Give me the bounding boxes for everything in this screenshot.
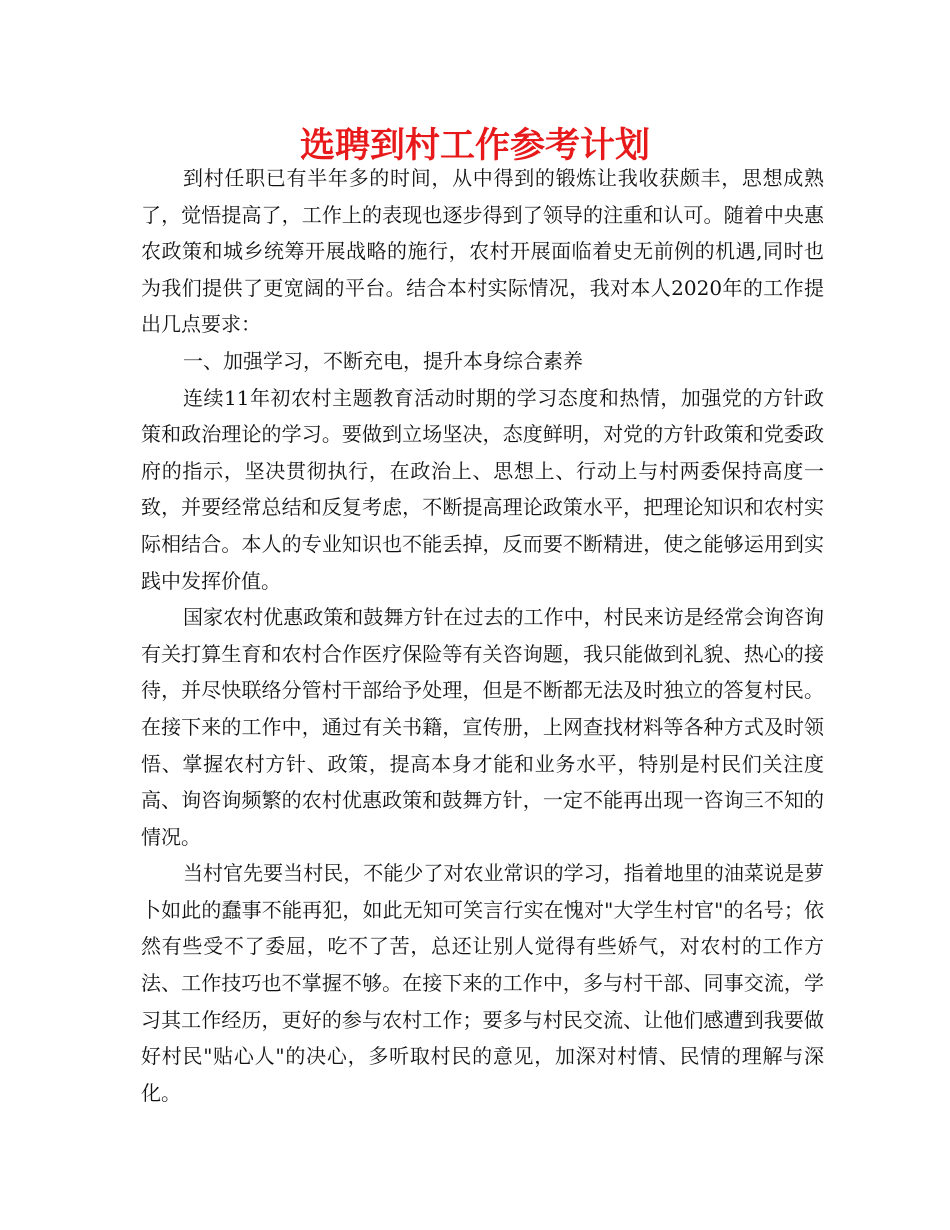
document-body bbox=[141, 160, 824, 1111]
section-heading-1: 一、加强学习，不断充电，提升本身综合素养 bbox=[183, 348, 583, 373]
paragraph-villager: 当村官先要当村民，不能少了对农业常识的学习，指着地里的油菜说是萝卜如此的蠢事不能再犯，如此无知可笑言行实在愧对"大学生村官"的名号；依然有些受不了委屈，吃不了苦，总还让别人觉得有些娇气，对农村的工作方法、工作技巧也不掌握不够。在接下来的工作中，多与村干部、同事交流，学习其工作经历，更好的参与农村工作；要多与村民交流、让他们感遭到我要做好村民"贴心人"的决心，多听取村民的意见，加深对村情、民情的理解与深化。 bbox=[141, 861, 824, 1105]
paragraph-policy: 国家农村优惠政策和鼓舞方针在过去的工作中，村民来访是经常会询咨询有关打算生育和农村合作医疗保险等有关咨询题，我只能做到礼貌、热心的接待，并尽快联络分管村干部给予处理，但是不断都无法及时独立的答复村民。在接下来的工作中，通过有关书籍，宣传册，上网查找材料等各种方式及时领悟、掌握农村方针、政策，提高本身才能和业务水平，特别是村民们关注度高、询咨询频繁的农村优惠政策和鼓舞方针，一定不能再出现一咨询三不知的情况。 bbox=[141, 605, 824, 849]
paragraph-study: 连续11年初农村主题教育活动时期的学习态度和热情，加强党的方针政策和政治理论的学习。要做到立场坚决，态度鲜明，对党的方针政策和党委政府的指示，坚决贯彻执行，在政治上、思想上、行动上与村两委保持高度一致，并要经常总结和反复考虑，不断提高理论政策水平，把理论知识和农村实际相结合。本人的专业知识也不能丢掉，反而要不断精进，使之能够运用到实践中发挥价值。 bbox=[141, 385, 824, 593]
paragraph-intro: 到村任职已有半年多的时间，从中得到的锻炼让我收获颇丰，思想成熟了，觉悟提高了，工作上的表现也逐步得到了领导的注重和认可。随着中央惠农政策和城乡统筹开展战略的施行，农村开展面临着史无前例的机遇,同时也为我们提供了更宽阔的平台。结合本村实际情况，我对本人2020年的工作提出几点要求： bbox=[141, 166, 824, 337]
document-title: 选聘到村工作参考计划 bbox=[299, 126, 650, 166]
